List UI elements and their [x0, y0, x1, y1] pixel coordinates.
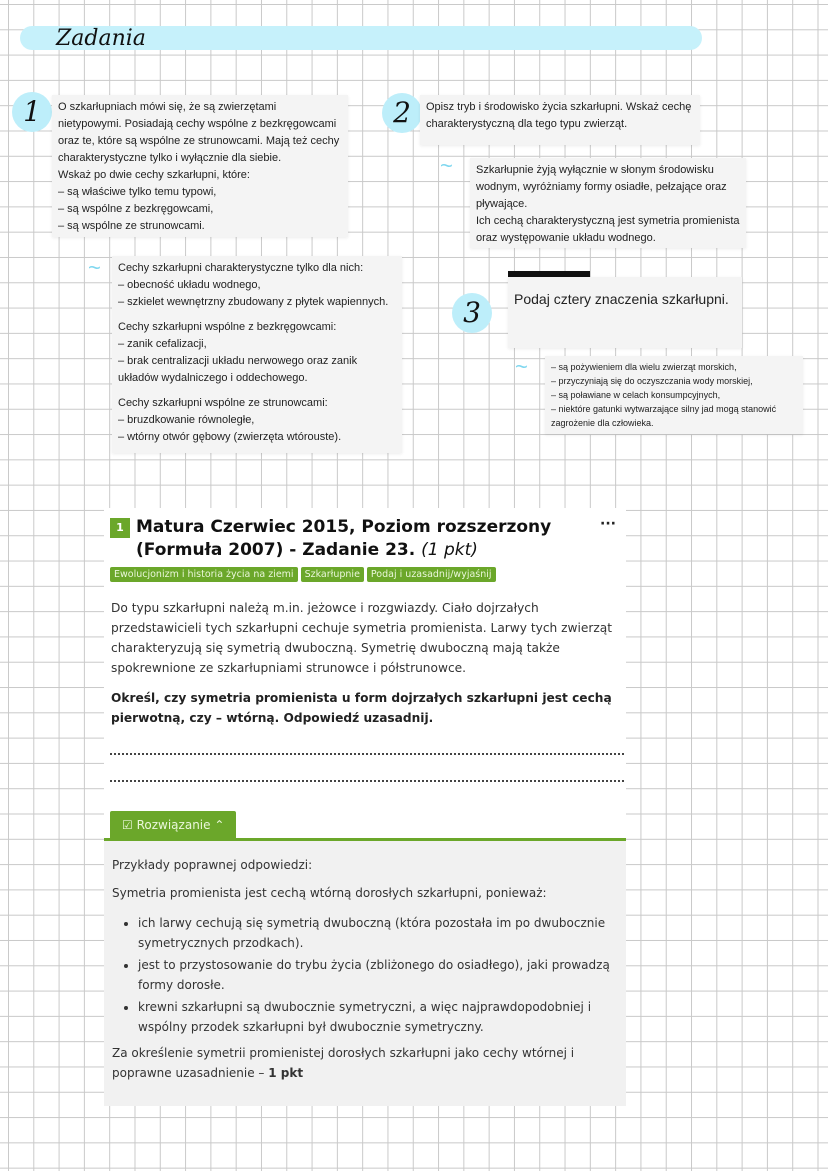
card-body	[111, 598, 621, 728]
task-badge: 1	[110, 518, 130, 538]
solution-scoring	[112, 1043, 618, 1083]
solution-intro: Przykłady poprawnej odpowiedzi:	[112, 858, 313, 872]
tilde-icon: ~	[440, 153, 453, 178]
solution-list	[138, 913, 618, 1037]
solution-tab-label: Rozwiązanie	[136, 818, 211, 832]
solution-toggle[interactable]	[110, 811, 236, 839]
task-number-1: 1	[12, 92, 52, 132]
scoring-points: 1 pkt	[268, 1066, 304, 1080]
card-question: Określ, czy symetria promienista u form dojrzałych szkarłupni jest cechą pierwotną, czy – wtórną. Odpowiedź uzasadnij.	[111, 691, 612, 725]
answer-section: Cechy szkarłupni wspólne z bezkręgowcami: – zanik cefalizacji, – brak centralizacji układu nerwowego oraz zanik układów wydalniczego i oddechowego.	[118, 321, 358, 384]
card-title-text: Matura Czerwiec 2015, Poziom rozszerzony (Formuła 2007) - Zadanie 23.	[136, 517, 552, 560]
tag[interactable]: Ewolucjonizm i historia życia na ziemi	[110, 567, 298, 582]
card-points: (1 pkt)	[421, 540, 478, 560]
task2-question-text: Opisz tryb i środowisko życia szkarłupni. Wskaż cechę charakterystyczną dla tego typu zwierząt.	[426, 101, 692, 130]
task3-answer-text: – są pożywieniem dla wielu zwierząt morskich, – przyczyniają się do oczyszczania wody morskiej, – są poławiane w celach konsumpcyjnych, – niektóre gatunki wytwarzające silny jad mogą stanowić zagrożenie dla człowieka.	[551, 362, 777, 428]
solution-panel	[104, 841, 626, 1106]
task3-question	[508, 277, 742, 348]
task-number-3: 3	[452, 293, 492, 333]
answer-line	[110, 780, 624, 782]
answer-line	[110, 753, 624, 755]
page-title: Zadania	[56, 26, 146, 51]
task2-answer-text: Szkarłupnie żyją wyłącznie w słonym środowisku wodnym, wyróżniamy formy osiadłe, pełzające oraz pływające. Ich cechą charakterystyczną jest symetria promienista oraz występowanie układu wodnego.	[476, 164, 740, 244]
answer-section: Cechy szkarłupni charakterystyczne tylko dla nich: – obecność układu wodnego, – szkielet wewnętrzny zbudowany z płytek wapiennych.	[118, 262, 389, 308]
scoring-text: Za określenie symetrii promienistej dorosłych szkarłupni jako cechy wtórnej i poprawne uzasadnienie –	[112, 1046, 575, 1080]
tag[interactable]: Podaj i uzasadnij/wyjaśnij	[367, 567, 496, 582]
list-item: • krewni szkarłupni są dwubocznie symetryczni, a więc najprawdopodobniej i wspólny przodek szkarłupni był dwubocznie symetryczny.	[138, 997, 618, 1037]
tag[interactable]: Szkarłupnie	[301, 567, 364, 582]
list-item: • jest to przystosowanie do trybu życia (zbliżonego do osiadłego), jaki prowadzą formy dorosłe.	[138, 955, 618, 995]
list-item: • ich larwy cechują się symetrią dwuboczną (która pozostała im po dwubocznie symetrycznych przodkach).	[138, 913, 618, 953]
answer-section: Cechy szkarłupni wspólne ze strunowcami: – bruzdkowanie równoległe, – wtórny otwór gębowy (zwierzęta wtórouste).	[118, 397, 342, 443]
tilde-icon: ~	[515, 354, 528, 379]
solution-lead: Symetria promienista jest cechą wtórną dorosłych szkarłupni, ponieważ:	[112, 886, 547, 900]
task1-question	[52, 95, 348, 237]
task1-answer	[112, 256, 402, 453]
tag-list	[110, 567, 496, 582]
chevron-up-icon: ⌃	[214, 818, 225, 832]
task3-answer	[545, 356, 803, 434]
card-title	[136, 516, 566, 562]
tilde-icon: ~	[88, 255, 101, 280]
task3-question-text: Podaj cztery znaczenia szkarłupni.	[514, 291, 729, 307]
checkbox-icon: ☑	[122, 818, 133, 832]
task2-answer	[470, 158, 746, 248]
card-body-text: Do typu szkarłupni należą m.in. jeżowce i rozgwiazdy. Ciało dojrzałych przedstawicieli tych szkarłupni cechuje symetria promienista. Larwy tych zwierząt charakteryzują się symetrią dwuboczną. Symetrię dwuboczną mają także spokrewnione ze szkarłupniami strunowce i półstrunowce.	[111, 601, 613, 675]
more-options-button[interactable]: ···	[600, 516, 616, 532]
exam-task-card	[104, 508, 626, 1106]
task2-question	[420, 95, 700, 145]
task-number-2: 2	[382, 93, 422, 133]
task1-question-text: O szkarłupniach mówi się, że są zwierzętami nietypowymi. Posiadają cechy wspólne z bezkręgowcami oraz te, które są wspólne ze strunowcami. Mają też cechy charakterystyczne tylko i wyłącznie dla siebie. Wskaż po dwie cechy szkarłupni, które: – są właściwe tylko temu typowi, – są wspólne z bezkręgowcami, – są wspólne ze strunowcami.	[58, 101, 340, 232]
